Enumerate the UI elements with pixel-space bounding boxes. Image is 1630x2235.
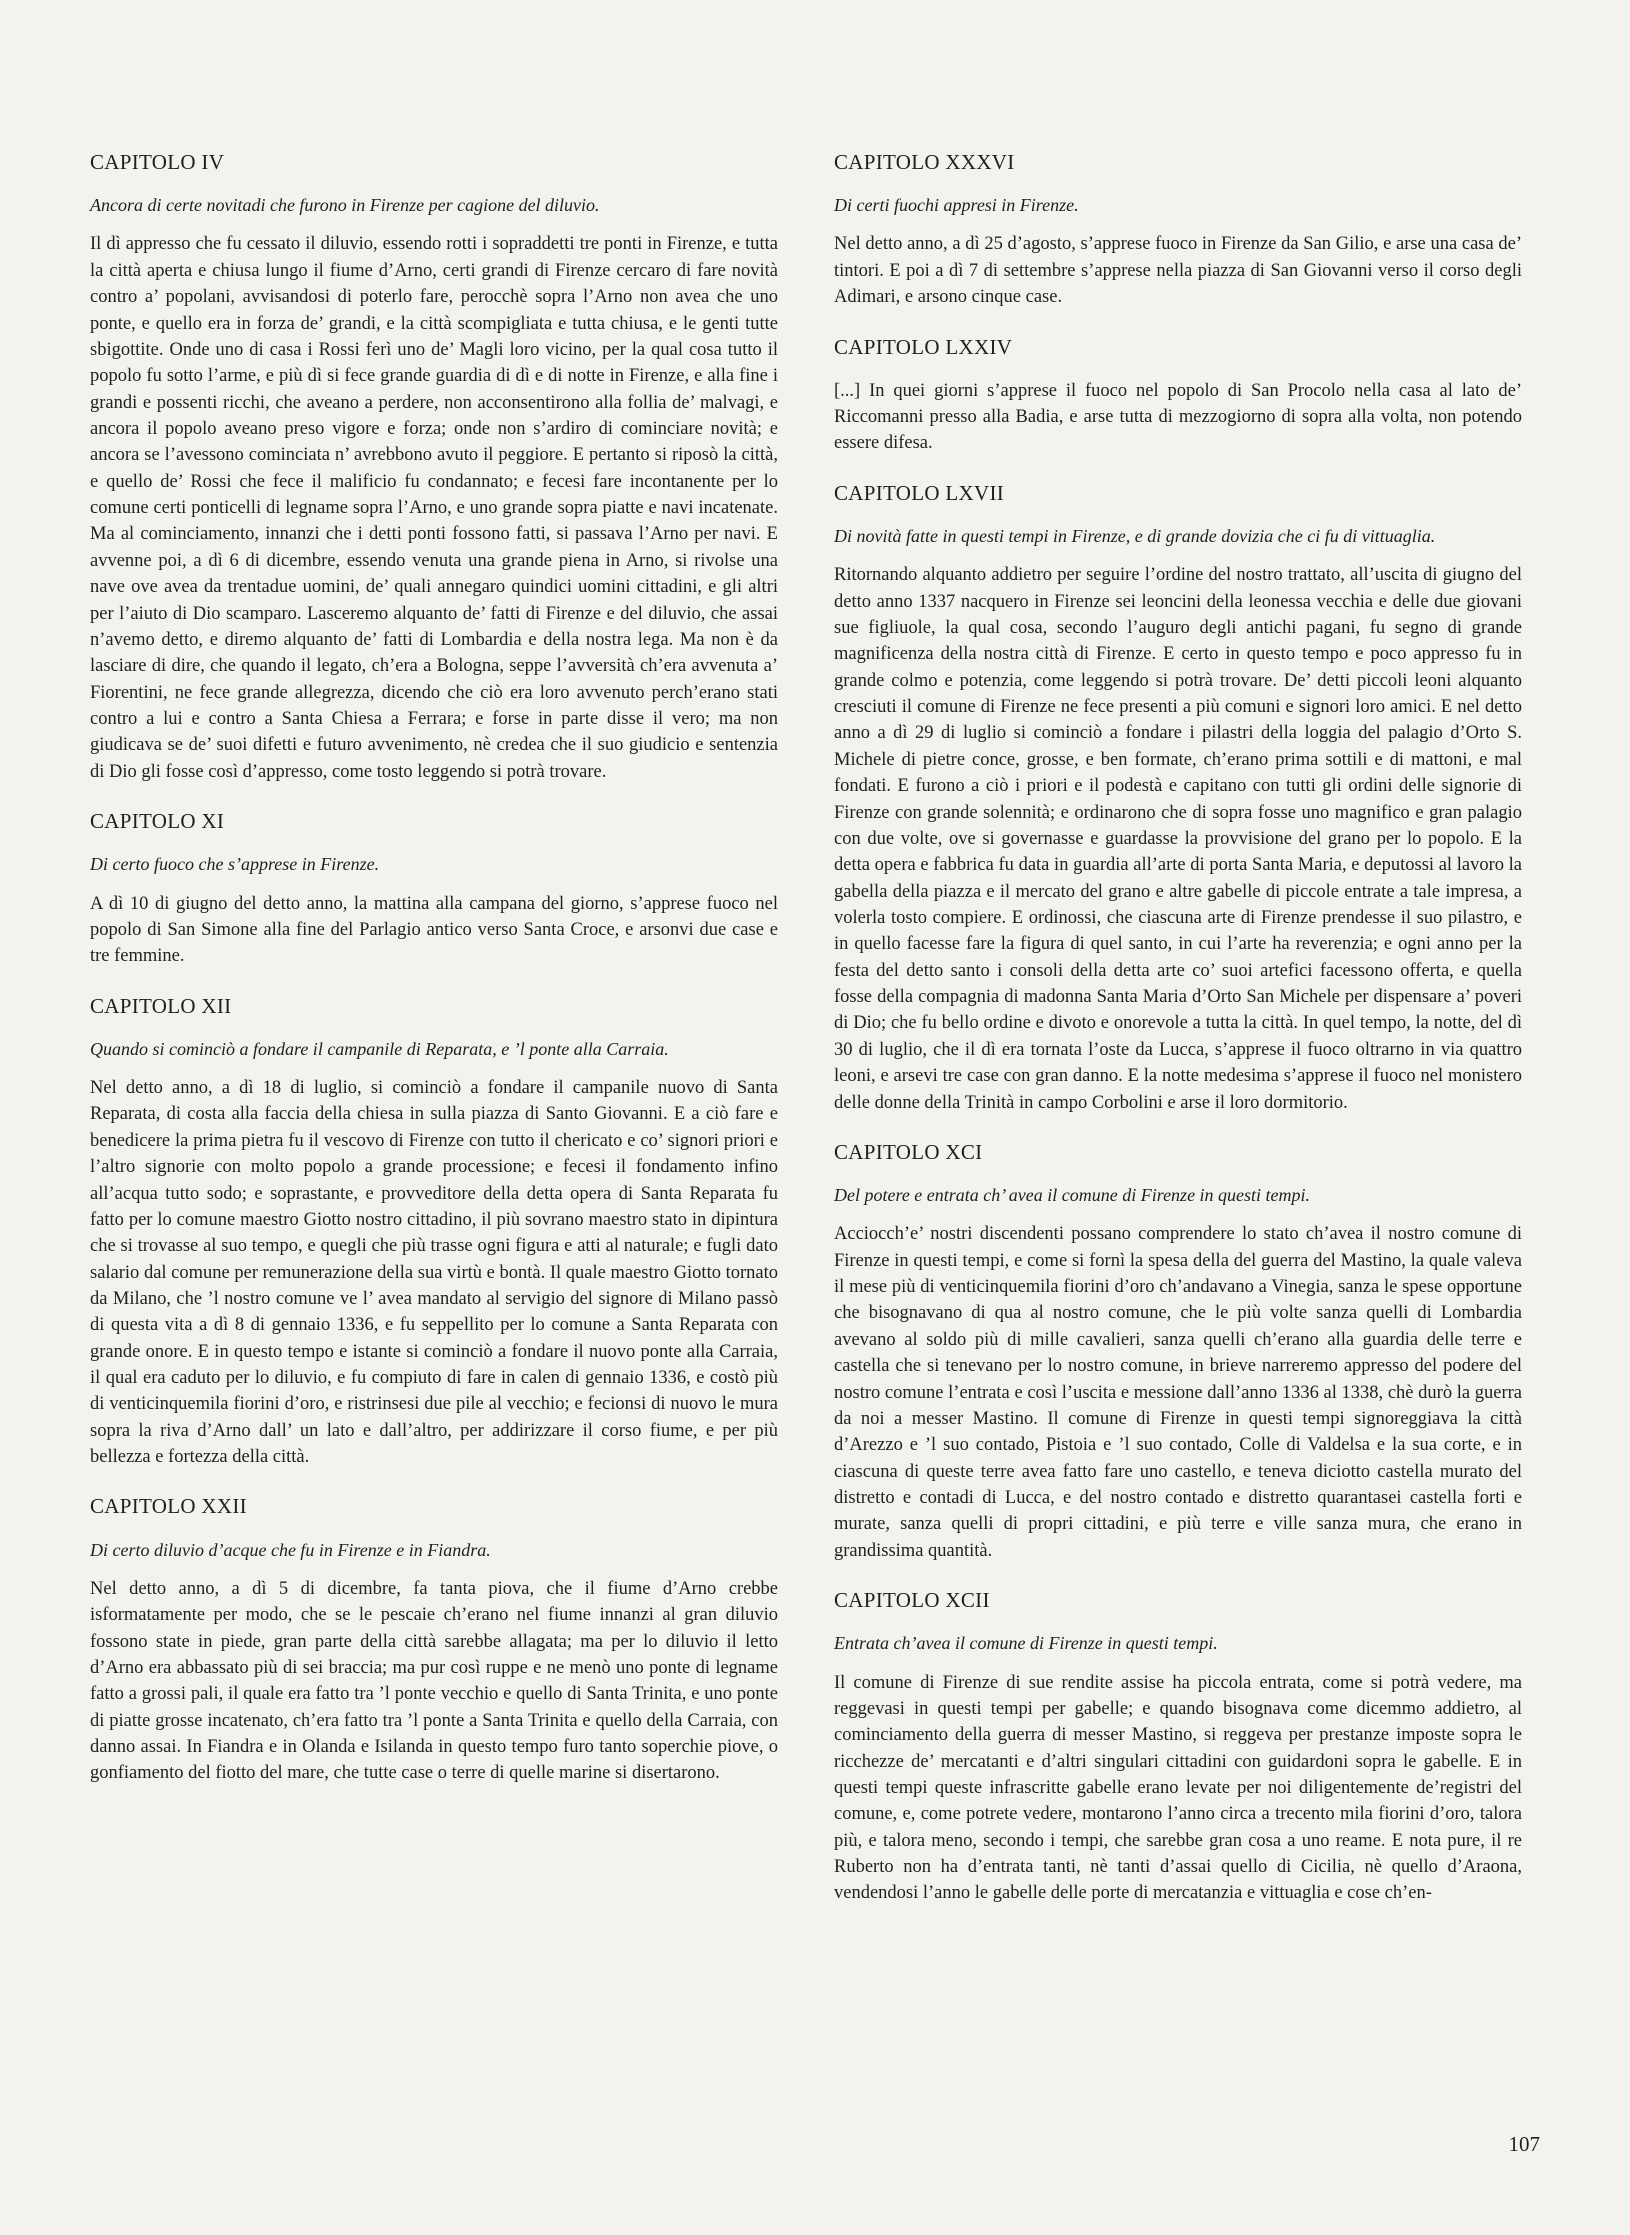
chapter-lxvii [834,481,1522,1116]
right-column [834,150,1522,1931]
chapter-heading: CAPITOLO XI [90,809,225,834]
chapter-body: Nel detto anno, a dì 25 d’agosto, s’apprese fuoco in Firenze da San Gilio, e arse una casa de’ tintori. E poi a dì 7 di settembre s’apprese nella piazza di San Giovanni verso il corso degli Adimari, e arsono cinque case. [834,234,1522,308]
chapter-title: Di certo diluvio d’acque che fu in Firenze e in Fiandra. [90,1539,491,1560]
chapter-heading: CAPITOLO XXXVI [834,150,1015,174]
chapter-title: Entrata ch’avea il comune di Firenze in questi tempi. [834,1633,1218,1654]
chapter-heading: CAPITOLO IV [90,150,225,174]
chapter-heading: CAPITOLO LXXIV [834,334,1013,359]
chapter-title: Del potere e entrata ch’ avea il comune di Firenze in questi tempi. [834,1185,1311,1206]
chapter-body: Nel detto anno, a dì 18 di luglio, si cominciò a fondare il campanile nuovo di Santa Reparata, di costa alla faccia della chiesa in sulla piazza di Santo Giovanni. E a ciò fare e benedicere la prima pietra fu il vescovo di Firenze con tutto il chericato e co’ signori priori e l’altro signorie con molto popolo a grande processione; e fecesi il fondamento infino all’acqua tutto sodo; e soprastante, e provveditore della detta opera di Santa Reparata fu fatto per lo comune maestro Giotto nostro cittadino, il più sovrano maestro stato in dipintura che si trovasse al suo tempo, e quegli che più trasse ogni figura e atti al naturale; e fugli dato salario dal comune per remunerazione della sua virtù e bontà. Il quale maestro Giotto tornato da Milano, che ’l nostro comune ve l’ avea mandato al servigio del signore di Milano passò di questa vita a dì 8 di gennaio 1336, e fu seppellito per lo comune a Santa Reparata con grande onore. E in questo tempo e istante si cominciò a fondare il nuovo ponte alla Carraia, il qual era caduto per lo diluvio, e fu compiuto di fare in calen di gennaio 1336, e costò più di venticinquemila fiorini d’oro, e ristrinsesi due pile al vecchio; e fecionsi di nuovo le mura sopra la riva d’Arno dall’ un lato e dall’altro, per addirizzare il corso fiume, e per più bellezza e fortezza della città. [90,1078,778,1468]
chapter-title: Ancora di certe novitadi che furono in Firenze per cagione del diluvio. [90,195,600,216]
chapter-xxxvi [834,150,1522,311]
chapter-iv [90,150,778,785]
chapter-body: A dì 10 di giugno del detto anno, la mattina alla campana del giorno, s’apprese fuoco nel popolo di San Simone alla fine del Parlagio antico verso Santa Croce, e arsonvi due case e tre femmine. [90,893,778,967]
chapter-title: Di novità fatte in questi tempi in Firenze, e di grande dovizia che ci fu di vittuaglia. [834,526,1436,547]
chapter-xcii [834,1588,1522,1907]
chapter-body: Ritornando alquanto addietro per seguire l’ordine del nostro trattato, all’uscita di giugno del detto anno 1337 nacquero in Firenze sei leoncini della leonessa vecchia e delle due giovani sue figliuole, la qual cosa, secondo l’auguro degli antichi pagani, fu segno di grande magnificenza della nostra città di Firenze. E certo in questo tempo e poco appresso fu in grande colmo e potenzia, come leggendo si potrà trovare. De’ detti piccoli leoni alquanto cresciuti il comune di Firenze ne fece presenti a più comuni e signori loro amici. E nel detto anno a dì 29 di luglio si cominciò a fondare i pilastri della loggia del palagio d’Orto S. Michele di pietre conce, grosse, e ben formate, ch’erano prima sottili e di mattoni, e mal fondati. E furono a ciò i priori e il podestà e capitano con tutti gli ordini delle signorie di Firenze con grande solennità; e ordinarono che di sopra fosse uno magnifico e gran palagio con due volte, ove si governasse e guardasse la provvisione del grano per lo popolo. E la detta opera e fabbrica fu data in guardia all’arte di porta Santa Maria, e deputossi al lavoro la gabella della piazza e il mercato del grano e altre gabelle di piccole entrate a tale impresa, a volerla tosto compiere. E ordinossi, che ciascuna arte di Firenze prendesse il suo pilastro, e in quello facesse fare la figura di quel santo, in cui l’arte ha reverenzia; e ogni anno per la festa del detto santo i consoli della detta arte co’ suoi artefici facessono offerta, e quella fosse della compagnia di madonna Santa Maria d’Orto San Michele per dispensare a’ poveri di Dio; che fu bello ordine e divoto e onorevole a tutta la città. In quel tempo, la notte, del dì 30 di luglio, che il dì era tornata l’oste da Lucca, s’apprese il fuoco oltrarno in via quattro leoni, e arsevi tre case con gran danno. E la notte medesima s’apprese il fuoco nel monistero delle donne della Trinità in campo Corbolini e arse il loro dormitorio. [834,565,1522,1113]
chapter-body: Il dì appresso che fu cessato il diluvio, essendo rotti i sopraddetti tre ponti in Firenze, e tutta la città aperta e chiusa lungo il fiume d’Arno, certi grandi di Firenze cercaro di fare novità contro a’ popolani, avvisandosi di poterlo fare, perocchè sopra l’Arno non avea che uno ponte, e quello era in forza de’ grandi, e la città scompigliata e tutta chiusa, e le genti tutte sbigottite. Onde uno di casa i Rossi ferì uno de’ Magli loro vicino, per la qual cosa tutto il popolo fu sotto l’arme, e più dì si fece grande guardia di dì e di notte in Firenze, e alla fine i grandi e possenti ricchi, che aveano a perdere, non acconsentirono alla follia de’ malvagi, e ancora il popolo aveano preso vigore e forza; onde non s’ardiro di cominciare novità; e ancora se l’avessono cominciata n’ avrebbono avuto il peggiore. E pertanto si riposò la città, e quello de’ Rossi che fece il malificio fu condannato; e fecesi fare incontanente per lo comune certi ponticelli di legname sopra l’Arno, e uno grande sopra piatte e navi incatenate. Ma al cominciamento, innanzi che i detti ponti fossono fatti, si passava l’Arno per navi. E avvenne poi, a dì 6 di dicembre, essendo venuta una grande piena in Arno, si rivolse una nave ove avea da trentadue uomini, de’ quali annegaro quindici uomini cittadini, e gli altri per l’aiuto di Dio scamparo. Lasceremo alquanto de’ fatti di Firenze e del diluvio, che assai n’avemo detto, e diremo alquanto de’ fatti di Lombardia e della nostra lega. Ma non è da lasciare di dire, che quando il legato, ch’era a Bologna, seppe l’avversità ch’era avvenuta a’ Fiorentini, ne fece grande allegrezza, dicendo che ciò era loro avvenuto perch’erano stati contro a lui e contro a Santa Chiesa a Ferrara; e forse in parte disse il vero; ma non giudicava se de’ suoi difetti e futuro avvenimento, nè credea che il suo giudicio e sentenzia di Dio gli fosse così d’appresso, come tosto leggendo si potrà trovare. [90,234,778,782]
chapter-body: Nel detto anno, a dì 5 di dicembre, fa tanta piova, che il fiume d’Arno crebbe isformatamente per modo, che se le pescaie ch’erano nel fiume innanzi al gran diluvio fossono state in piede, gran parte della città sarebbe allagata; ma per lo diluvio il letto d’Arno era abbassato più di sei braccia; ma pur così ruppe e ne menò uno ponte di legname fatto a grossi pali, il quale era fatto tra ’l ponte vecchio e quello di Santa Trinita, e uno ponte di piatte grosse incatenato, ch’era fatto tra ’l ponte a Santa Trinita e quello della Carraia, con danno assai. In Fiandra e in Olanda e Isilanda in questo tempo furo tanto soperchie piove, o gonfiamento del fiotto del mare, che tutte case o terre di quelle marine si disertarono. [90,1578,778,1784]
chapter-body: Acciocch’e’ nostri discendenti possano comprendere lo stato ch’avea il nostro comune di Firenze in questi tempi, e come si fornì la spesa della del guerra del Mastino, la quale valeva il mese più di venticinquemila fiorini d’oro ch’andavano a Vinegia, sanza le spese opportune che bisognavano di qua al nostro comune, che le più volte sanza quelli di Lombardia avevano al soldo più di mille cavalieri, sanza quelli ch’erano alla guardia delle terre e castella che si tenevano per lo nostro comune, in brieve narreremo appresso del podere del nostro comune l’entrata e così l’uscita e messione dall’anno 1336 al 1338, chè durò la guerra da noi a messer Mastino. Il comune di Firenze in questi tempi signoreggiava la città d’Arezzo e ’l suo contado, Pistoia e ’l suo contado, Colle di Valdelsa e la sua corte, e in ciascuna di queste terre avea fatto fare uno castello, e teneva diciotto castella murato del distretto e contadi di Lucca, e del nostro contado e distretto quarantasei castella forti e murate, sanza quelli di propri cittadini, e più terre e ville sanza mura, che erano in grandissima quantità. [834,1224,1522,1561]
chapter-heading: CAPITOLO XCI [834,1139,983,1164]
chapter-xci [834,1140,1522,1564]
chapter-body: [...] In quei giorni s’apprese il fuoco nel popolo di San Procolo nella casa al lato de’ Riccomanni presso alla Badia, e arse tutta di mezzogiorno di sopra alla volta, non potendo essere difesa. [834,380,1522,454]
chapter-xi [90,809,778,970]
left-column [90,150,778,1811]
chapter-body: Il comune di Firenze di sue rendite assise ha piccola entrata, come si potrà vedere, ma reggevasi in questi tempi per gabelle; e quando bisognava come dicemmo addietro, al cominciamento della guerra di messer Mastino, si reggeva per prestanze imposte sopra le ricchezze de’ mercatanti e d’altri singulari cittadini con guidardoni sopra le gabelle. E in questi tempi queste infrascritte gabelle erano levate per noi diligentemente de’registri del comune, e, come potrete vedere, montarono l’anno circa a trecento mila fiorini d’oro, talora più, e talora meno, secondo i tempi, che sarebbe gran cosa a uno reame. E nota pure, il re Ruberto non ha d’entrata tanti, nè tanti d’assai quello di Cicilia, nè quello d’Araona, vendendosi l’anno le gabelle delle porte di mercatanzia e vittuaglia e cose ch’en- [834,1672,1522,1904]
chapter-xii [90,994,778,1471]
chapter-title: Quando si cominciò a fondare il campanile di Reparata, e ’l ponte alla Carraia. [90,1038,669,1059]
chapter-title: Di certo fuoco che s’apprese in Firenze. [90,854,380,875]
chapter-lxxiv [834,335,1522,457]
chapter-heading: CAPITOLO XCII [834,1588,990,1613]
chapter-heading: CAPITOLO LXVII [834,480,1005,505]
chapter-xxii [90,1494,778,1786]
page-number: 107 [1508,2132,1540,2156]
chapter-heading: CAPITOLO XII [90,993,232,1018]
chapter-heading: CAPITOLO XXII [90,1494,247,1519]
chapter-title: Di certi fuochi appresi in Firenze. [834,195,1079,216]
